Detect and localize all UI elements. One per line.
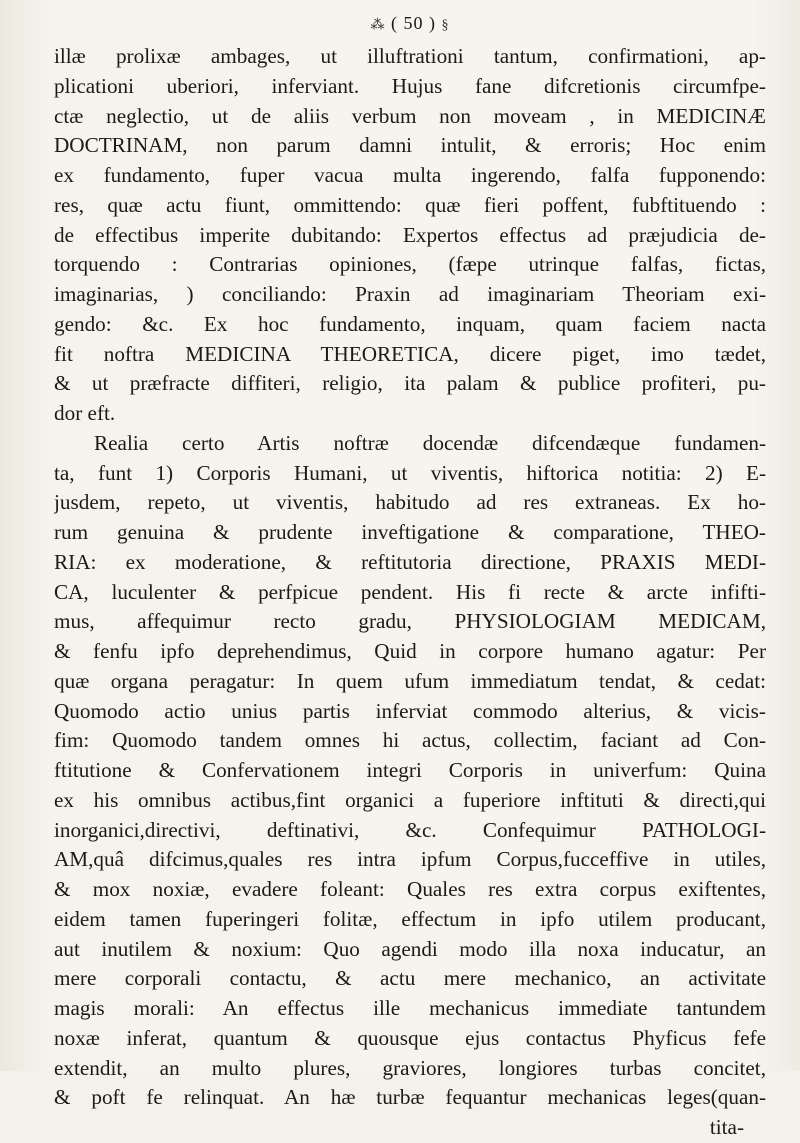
text-line: eidem tamen fuperingeri folitæ, effectum in ipfo utilem producant,: [54, 906, 766, 931]
text-line: inorganici,directivi, deftinativi, &c. Confequimur PATHOLOGI-: [54, 817, 766, 842]
body-text: [54, 42, 766, 1143]
ornament-left-icon: ⁂: [370, 18, 386, 33]
text-line: imaginarias, ) conciliando: Praxin ad imaginariam Theoriam exi-: [54, 282, 766, 306]
text-line: & mox noxiæ, evadere foleant: Quales res extra corpus exiftentes,: [54, 877, 766, 901]
text-line: extendit, an multo plures, graviores, longiores turbas concitet,: [54, 1055, 766, 1080]
text-line: de effectibus imperite dubitando: Expertos effectus ad præjudicia de-: [54, 222, 766, 247]
text-line: plicationi uberiori, inferviant. Hujus fane difcretionis circumfpe-: [54, 73, 766, 98]
text-line: ex fundamento, fuper vacua multa ingerendo, falfa fupponendo:: [54, 163, 766, 187]
text-line: ta, funt 1) Corporis Humani, ut viventis, hiftorica notitia: 2) E-: [54, 460, 766, 485]
text-line: illæ prolixæ ambages, ut illuftrationi tantum, confirmationi, ap-: [54, 44, 766, 68]
text-line: magis morali: An effectus ille mechanicus immediate tantundem: [54, 996, 766, 1020]
text-line: & poft fe relinquat. An hæ turbæ fequantur mechanicas leges(quan-: [54, 1085, 766, 1110]
text-line: ftitutione & Confervationem integri Corporis in univerfum: Quina: [54, 758, 766, 782]
text-line: torquendo : Contrarias opiniones, (fæpe utrinque falfas, fictas,: [54, 252, 766, 277]
text-line: rum genuina & prudente inveftigatione & comparatione, THEO-: [54, 520, 766, 544]
page-header: [54, 0, 766, 42]
text-line: ex his omnibus actibus,fint organici a fuperiore inftituti & directi,qui: [54, 787, 766, 812]
text-line: CA, luculenter & perfpicue pendent. His fi recte & arcte infifti-: [54, 579, 766, 604]
text-line: ctæ neglectio, ut de aliis verbum non moveam , in MEDICINÆ: [54, 103, 766, 128]
text-line: res, quæ actu fiunt, ommittendo: quæ fieri poffent, fubftituendo :: [54, 192, 766, 217]
text-line: RIA: ex moderatione, & reftitutoria directione, PRAXIS MEDI-: [54, 549, 766, 574]
catchword: tita-: [709, 1115, 744, 1139]
text-line: quæ organa peragatur: In quem ufum immediatum tendat, & cedat:: [54, 668, 766, 693]
text-line: jusdem, repeto, ut viventis, habitudo ad res extraneas. Ex ho-: [54, 490, 766, 515]
text-line: & fenfu ipfo deprehendimus, Quid in corpore humano agatur: Per: [54, 639, 766, 663]
text-line: dor eft.: [54, 401, 116, 425]
ornament-right-icon: §: [441, 18, 450, 33]
paragraph-2: [54, 429, 766, 1113]
text-line: DOCTRINAM, non parum damni intulit, & erroris; Hoc enim: [54, 133, 766, 158]
paragraph-1: [54, 42, 766, 429]
text-line: gendo: &c. Ex hoc fundamento, inquam, quam faciem nacta: [54, 311, 766, 336]
text-line: aut inutilem & noxium: Quo agendi modo illa noxa inducatur, an: [54, 936, 766, 961]
text-line: Quomodo actio unius partis inferviat commodo alterius, & vicis-: [54, 698, 766, 723]
text-line: AM,quâ difcimus,quales res intra ipfum Corpus,fucceffive in utiles,: [54, 847, 766, 872]
text-line: fim: Quomodo tandem omnes hi actus, collectim, faciant ad Con-: [54, 728, 766, 753]
text-line: fit noftra MEDICINA THEORETICA, dicere piget, imo tædet,: [54, 341, 766, 366]
page-number: ( 50 ): [391, 13, 436, 33]
text-line: noxæ inferat, quantum & quousque ejus contactus Phyficus fefe: [54, 1025, 766, 1050]
text-line: mere corporali contactu, & actu mere mechanico, an activitate: [54, 966, 766, 991]
text-line: & ut præfracte diffiteri, religio, ita palam & publice profiteri, pu-: [54, 371, 766, 396]
text-line: mus, affequimur recto gradu, PHYSIOLOGIAM MEDICAM,: [54, 609, 766, 634]
text-line: Realia certo Artis noftræ docendæ difcendæque fundamen-: [94, 430, 766, 455]
